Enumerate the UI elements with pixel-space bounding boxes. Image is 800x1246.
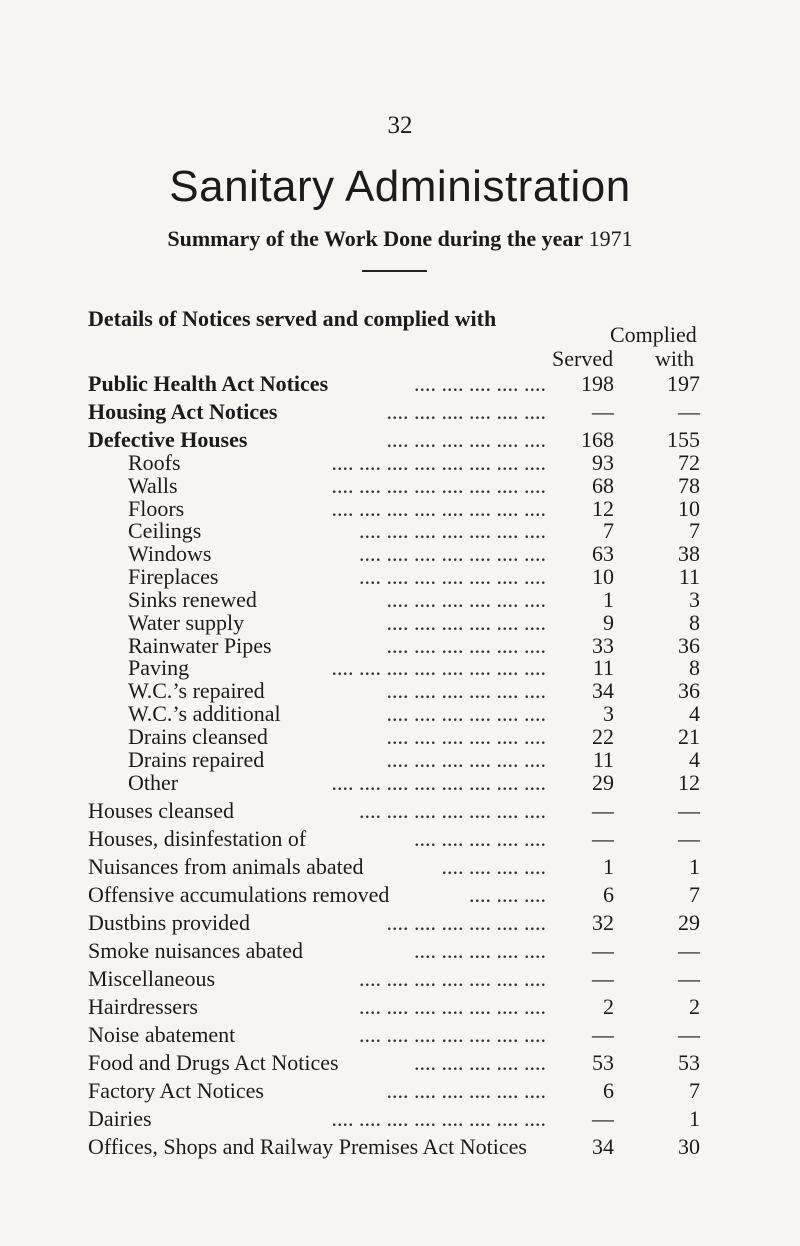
leader-dots: .... .... .... .... .... .... .... .... <box>331 473 546 498</box>
page-number: 32 <box>387 112 413 139</box>
complied-value: 30 <box>678 1134 700 1159</box>
complied-value: — <box>678 399 700 424</box>
row-label: Paving <box>128 655 190 680</box>
table-row <box>88 994 728 1020</box>
row-label: Offensive accumulations removed <box>88 882 390 907</box>
row-label: Food and Drugs Act Notices <box>88 1050 339 1075</box>
served-value: — <box>592 826 614 851</box>
complied-value: 29 <box>678 910 700 935</box>
row-label: Noise abatement <box>88 1022 236 1047</box>
complied-value: 3 <box>689 587 700 612</box>
complied-value: 38 <box>678 541 700 566</box>
table-row <box>88 1078 728 1104</box>
leader-dots: .... .... .... .... .... .... .... .... <box>331 450 546 475</box>
row-label: Windows <box>128 541 212 566</box>
leader-dots: .... .... .... .... .... .... <box>386 399 546 424</box>
complied-value: 7 <box>689 1078 700 1103</box>
row-label: Walls <box>128 473 178 498</box>
complied-value: 10 <box>678 496 700 521</box>
leader-dots: .... .... .... .... .... .... <box>386 678 546 703</box>
leader-dots: .... .... .... .... .... .... .... .... <box>331 655 546 680</box>
leader-dots: .... .... .... .... .... .... <box>386 587 546 612</box>
row-label: Miscellaneous <box>88 966 216 991</box>
leader-dots: .... .... .... .... .... .... .... <box>359 994 546 1019</box>
served-value: 32 <box>592 910 614 935</box>
page-subtitle <box>0 226 800 252</box>
row-label: Ceilings <box>128 518 202 543</box>
complied-value: 7 <box>689 518 700 543</box>
leader-dots: .... .... .... .... .... .... .... <box>359 966 546 991</box>
leader-dots: .... .... .... .... .... .... <box>386 1078 546 1103</box>
column-header-served: Served <box>552 346 614 371</box>
served-value: 9 <box>603 610 614 635</box>
row-label: Dustbins provided <box>88 910 250 935</box>
leader-dots: .... .... .... .... .... <box>414 826 546 851</box>
complied-value: — <box>678 826 700 851</box>
served-value: 33 <box>592 633 614 658</box>
served-value: 168 <box>581 427 614 452</box>
served-value: — <box>592 798 614 823</box>
row-label: Offices, Shops and Railway Premises Act Notices <box>88 1134 527 1159</box>
table-row <box>88 371 728 397</box>
table-row <box>88 938 728 964</box>
column-header-complied-line2: with <box>655 346 695 371</box>
leader-dots: .... .... .... .... .... .... .... <box>359 1022 546 1047</box>
complied-value: 12 <box>678 770 700 795</box>
row-label: W.C.’s additional <box>128 701 281 726</box>
served-value: 6 <box>603 1078 614 1103</box>
served-value: 3 <box>603 701 614 726</box>
complied-value: 1 <box>689 1106 700 1131</box>
served-value: 1 <box>603 854 614 879</box>
served-value: — <box>592 1106 614 1131</box>
row-label: Dairies <box>88 1106 152 1131</box>
served-value: 63 <box>592 541 614 566</box>
served-value: 68 <box>592 473 614 498</box>
row-label: Other <box>128 770 179 795</box>
table-row <box>88 854 728 880</box>
served-value: — <box>592 1022 614 1047</box>
served-value: 34 <box>592 1134 614 1159</box>
row-label: Rainwater Pipes <box>128 633 272 658</box>
leader-dots: .... .... .... <box>469 882 546 907</box>
row-label: Smoke nuisances abated <box>88 938 304 963</box>
complied-value: 36 <box>678 633 700 658</box>
complied-value: — <box>678 938 700 963</box>
row-label: Floors <box>128 496 185 521</box>
served-value: 53 <box>592 1050 614 1075</box>
column-header-complied-line1: Complied <box>610 322 697 347</box>
page-title: Sanitary Administration <box>169 162 631 211</box>
table-row <box>88 399 728 425</box>
row-label: Roofs <box>128 450 181 475</box>
served-value: 93 <box>592 450 614 475</box>
leader-dots: .... .... .... .... .... <box>414 371 546 396</box>
complied-value: 8 <box>689 610 700 635</box>
row-label: Houses, disinfestation of <box>88 826 307 851</box>
leader-dots: .... .... .... .... .... .... .... <box>359 541 546 566</box>
complied-value: 7 <box>689 882 700 907</box>
section-heading: Details of Notices served and complied with <box>88 306 497 331</box>
served-value: 29 <box>592 770 614 795</box>
table-row <box>88 1106 728 1132</box>
complied-value: 78 <box>678 473 700 498</box>
row-label: Fireplaces <box>128 564 219 589</box>
table-row <box>88 770 728 796</box>
table-row <box>88 1050 728 1076</box>
leader-dots: .... .... .... .... .... .... <box>386 427 546 452</box>
row-label: Houses cleansed <box>88 798 235 823</box>
leader-dots: .... .... .... .... .... .... .... <box>359 518 546 543</box>
leader-dots: .... .... .... .... .... .... .... <box>359 798 546 823</box>
row-label: Drains repaired <box>128 747 265 772</box>
complied-value: 155 <box>667 427 700 452</box>
complied-value: 4 <box>689 701 700 726</box>
served-value: — <box>592 966 614 991</box>
served-value: — <box>592 399 614 424</box>
served-value: 7 <box>603 518 614 543</box>
served-value: 12 <box>592 496 614 521</box>
complied-value: 53 <box>678 1050 700 1075</box>
leader-dots: .... .... .... .... .... .... <box>386 610 546 635</box>
served-value: 6 <box>603 882 614 907</box>
leader-dots: .... .... .... .... .... .... .... .... <box>331 496 546 521</box>
leader-dots: .... .... .... .... .... .... <box>386 747 546 772</box>
served-value: 1 <box>603 587 614 612</box>
leader-dots: .... .... .... .... .... .... .... .... <box>331 770 546 795</box>
table-row <box>88 966 728 992</box>
subtitle-text: Summary of the Work Done during the year <box>167 226 584 251</box>
row-label: Hairdressers <box>88 994 198 1019</box>
row-label: W.C.’s repaired <box>128 678 265 703</box>
leader-dots: .... .... .... .... .... .... .... <box>359 564 546 589</box>
table-row <box>88 910 728 936</box>
served-value: 2 <box>603 994 614 1019</box>
served-value: 11 <box>592 655 614 680</box>
row-label: Nuisances from animals abated <box>88 854 364 879</box>
complied-value: 21 <box>678 724 700 749</box>
row-label: Drains cleansed <box>128 724 268 749</box>
complied-value: 197 <box>667 371 700 396</box>
complied-value: — <box>678 798 700 823</box>
leader-dots: .... .... .... .... .... .... <box>386 724 546 749</box>
leader-dots: .... .... .... .... .... .... <box>386 633 546 658</box>
served-value: 22 <box>592 724 614 749</box>
table-row <box>88 798 728 824</box>
served-value: — <box>592 938 614 963</box>
served-value: 198 <box>581 371 614 396</box>
table-row <box>88 826 728 852</box>
subtitle-year: 1971 <box>588 226 633 251</box>
row-label: Factory Act Notices <box>88 1078 264 1103</box>
table-row <box>88 1022 728 1048</box>
row-label: Sinks renewed <box>128 587 257 612</box>
complied-value: 4 <box>689 747 700 772</box>
complied-value: 2 <box>689 994 700 1019</box>
row-label: Defective Houses <box>88 427 248 452</box>
leader-dots: .... .... .... .... <box>441 854 546 879</box>
leader-dots: .... .... .... .... .... <box>414 1050 546 1075</box>
complied-value: — <box>678 966 700 991</box>
served-value: 11 <box>592 747 614 772</box>
served-value: 34 <box>592 678 614 703</box>
complied-value: 1 <box>689 854 700 879</box>
complied-value: 8 <box>689 655 700 680</box>
title-divider <box>362 270 427 272</box>
complied-value: 36 <box>678 678 700 703</box>
leader-dots: .... .... .... .... .... .... <box>386 701 546 726</box>
leader-dots: .... .... .... .... .... .... .... .... <box>331 1106 546 1131</box>
complied-value: — <box>678 1022 700 1047</box>
row-label: Public Health Act Notices <box>88 371 329 396</box>
leader-dots: .... .... .... .... .... <box>414 938 546 963</box>
complied-value: 11 <box>678 564 700 589</box>
table-row <box>88 1134 728 1160</box>
row-label: Housing Act Notices <box>88 399 278 424</box>
row-label: Water supply <box>128 610 245 635</box>
complied-value: 72 <box>678 450 700 475</box>
table-row <box>88 882 728 908</box>
leader-dots: .... .... .... .... .... .... <box>386 910 546 935</box>
served-value: 10 <box>592 564 614 589</box>
